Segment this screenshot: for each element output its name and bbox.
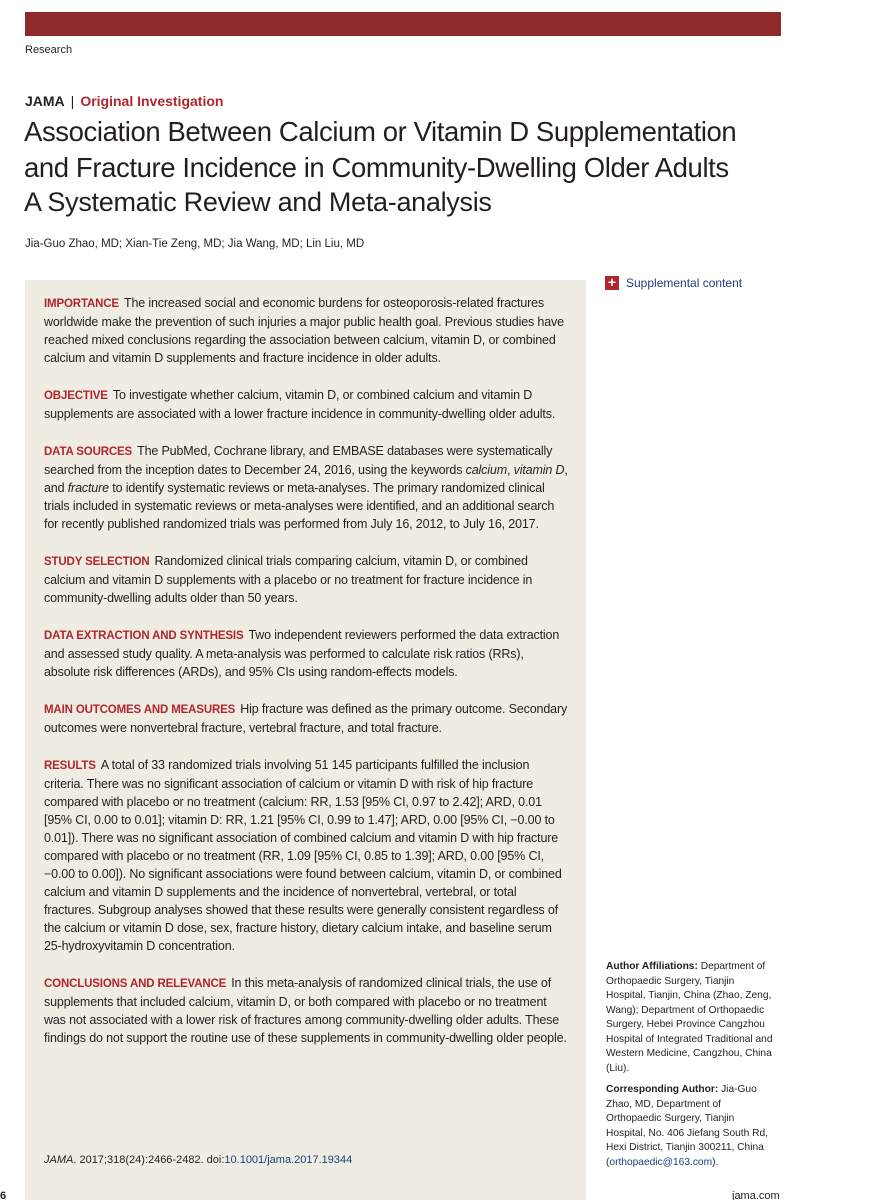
citation: [44, 1154, 352, 1166]
abstract-data-sources: [44, 442, 569, 533]
abstract-heading: OBJECTIVE: [44, 390, 108, 402]
abstract-text: Hip fracture was defined as the primary outcome. Secondary outcomes were nonvertebral fracture, vertebral fracture, and total fracture.: [44, 702, 568, 735]
abstract-results: [44, 756, 569, 955]
abstract-text: To investigate whether calcium, vitamin D, or combined calcium and vitamin D supplements are associated with a lower fracture incidence in community-dwelling older adults.: [44, 388, 556, 421]
abstract-study-selection: [44, 552, 569, 607]
author-affiliations: [606, 960, 776, 1076]
abstract-text: , and: [44, 463, 568, 495]
affiliations-text: Department of Orthopaedic Surgery, Tianjin Hospital, Tianjin, China (Zhao, Zeng, Wang); Department of Orthopaedic Surgery, Hebei Province Cangzhou Hospital of Integrated Traditional and Western Medicine, Cangzhou, China (Liu).: [606, 961, 773, 1074]
citation-journal: JAMA: [44, 1154, 74, 1166]
abstract-data-extraction: [44, 626, 569, 681]
abstract-heading: IMPORTANCE: [44, 298, 119, 310]
author-info: [606, 960, 776, 1177]
supplemental-content-label[interactable]: Supplemental content: [626, 276, 743, 290]
abstract-body: [44, 294, 569, 1066]
affiliations-label: Author Affiliations:: [606, 961, 698, 972]
keyword: fracture: [67, 481, 109, 495]
journal-line: [25, 93, 223, 109]
citation-ref: . 2017;318(24):2466-2482. doi:: [73, 1154, 225, 1166]
abstract-importance: [44, 294, 569, 367]
article-subtitle: A Systematic Review and Meta-analysis: [24, 187, 492, 217]
abstract-heading: DATA SOURCES: [44, 446, 133, 458]
abstract-objective: [44, 386, 569, 423]
abstract-heading: CONCLUSIONS AND RELEVANCE: [44, 978, 227, 990]
abstract-text: Randomized clinical trials comparing calcium, vitamin D, or combined calcium and vitamin D supplements with a placebo or no treatment for fracture incidence in community-dwelling adults older than 50 years.: [44, 554, 533, 605]
journal-separator: |: [70, 93, 75, 109]
abstract-text: Two independent reviewers performed the data extraction and assessed study quality. A meta-analysis was performed to calculate risk ratios (RRs), absolute risk differences (ARDs), and 95% CIs using random-effects models.: [44, 628, 560, 679]
abstract-text: ,: [506, 463, 514, 477]
email-link[interactable]: orthopaedic@163.com: [609, 1156, 713, 1168]
abstract-text: In this meta-analysis of randomized clinical trials, the use of supplements that included calcium, vitamin D, or both compared with placebo or no treatment was not associated with a lower risk of fractures among community-dwelling older adults. These findings do not support the routine use of these supplements in community-dwelling older people.: [44, 976, 567, 1045]
author-list: Jia-Guo Zhao, MD; Xian-Tie Zeng, MD; Jia Wang, MD; Lin Liu, MD: [25, 238, 365, 250]
keyword: vitamin D: [513, 463, 565, 477]
abstract-text: A total of 33 randomized trials involving 51 145 participants fulfilled the inclusion criteria. There was no significant association of calcium or vitamin D with risk of hip fracture compared with placebo or no treatment (calcium: RR, 1.53 [95% CI, 0.97 to 2.42]; ARD, 0.01 [95% CI, 0.00 to 0.01]; vitamin D: RR, 1.21 [95% CI, 0.99 to 1.47]; ARD, 0.00 [95% CI, −0.00 to 0.01]). There was no significant association of combined calcium and vitamin D with hip fracture compared with placebo or no treatment (RR, 1.09 [95% CI, 0.85 to 1.39]; ARD, 0.00 [95% CI, −0.00 to 0.00]). No significant associations were found between calcium, vitamin D, or combined calcium and vitamin D supplements and the incidence of nonvertebral, vertebral, or total fractures. Subgroup analyses showed that these results were generally consistent regardless of the calcium or vitamin D dose, sex, fracture history, dietary calcium intake, and baseline serum 25-hydroxyvitamin D concentration.: [44, 758, 562, 953]
plus-icon: +: [605, 276, 619, 290]
header-color-bar: [25, 12, 781, 36]
journal-name: JAMA: [25, 93, 65, 109]
abstract-main-outcomes: [44, 700, 569, 737]
page-number: 6: [0, 1190, 7, 1200]
article-type: Original Investigation: [80, 93, 224, 109]
corresponding-text: Jia-Guo Zhao, MD, Department of Orthopaedic Surgery, Tianjin Hospital, No. 406 Jiefang South Rd, Hexi District, Tianjin 300211, China (: [606, 1084, 768, 1168]
corresponding-label: Corresponding Author:: [606, 1084, 719, 1095]
article-title: Association Between Calcium or Vitamin D Supplementation and Fracture Incidence in Community-Dwelling Older Adults: [24, 116, 737, 183]
abstract-heading: MAIN OUTCOMES AND MEASURES: [44, 704, 236, 716]
abstract-text: to identify systematic reviews or meta-analyses. The primary randomized clinical trials included in systematic reviews or meta-analyses were identified, and an additional search for recently published randomized trials was performed from July 16, 2012, to July 16, 2017.: [44, 481, 555, 531]
abstract-heading: STUDY SELECTION: [44, 556, 150, 568]
corresponding-author: [606, 1083, 776, 1170]
doi-link[interactable]: 10.1001/jama.2017.19344: [224, 1154, 353, 1166]
keyword: calcium: [465, 463, 507, 477]
supplemental-content-link[interactable]: [605, 276, 742, 290]
abstract-heading: DATA EXTRACTION AND SYNTHESIS: [44, 630, 244, 642]
section-label: Research: [25, 44, 73, 56]
abstract-conclusions: [44, 974, 569, 1047]
abstract-text: The PubMed, Cochrane library, and EMBASE databases were systematically searched from the inception dates to December 24, 2016, using the keywords: [44, 444, 553, 477]
corresponding-text-end: ).: [712, 1156, 719, 1168]
abstract-panel: [25, 280, 586, 1200]
abstract-heading: RESULTS: [44, 760, 96, 772]
abstract-text: The increased social and economic burdens for osteoporosis-related fractures worldwide make the prevention of such injuries a major public health goal. Previous studies have reached mixed conclusions regarding the association between calcium, vitamin D, or combined calcium and vitamin D supplements and fracture incidence in older adults.: [44, 296, 564, 365]
site-url[interactable]: jama.com: [732, 1190, 780, 1200]
